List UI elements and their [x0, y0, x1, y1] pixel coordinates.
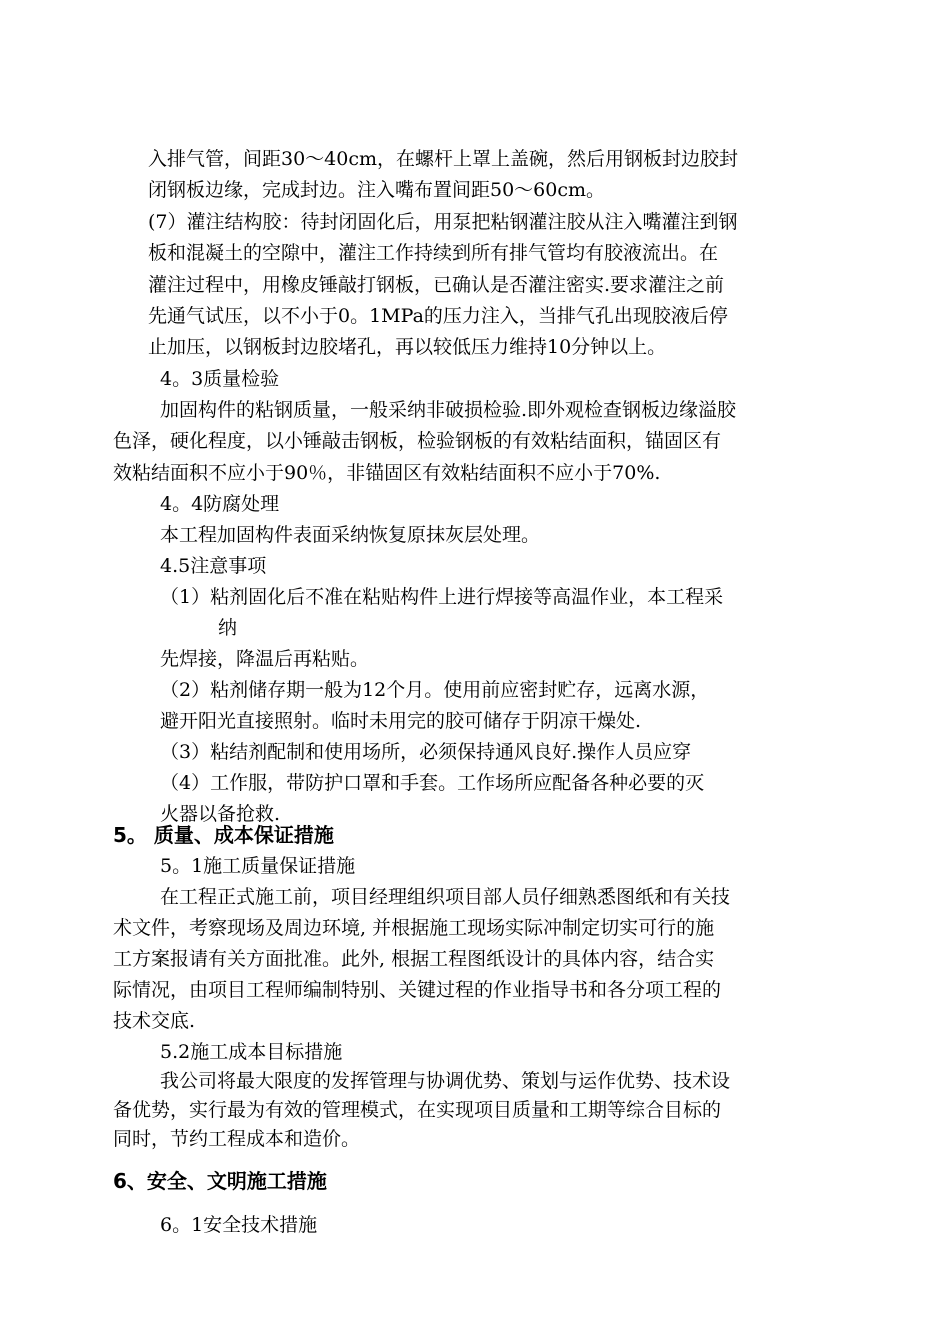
- text-line: 在工程正式施工前，项目经理组织项目部人员仔细熟悉图纸和有关技: [160, 886, 731, 908]
- text-line: 先通气试压，以不小于0。1MPa的压力注入，当排气孔出现胶液后停: [148, 305, 728, 327]
- text-line: 止加压，以钢板封边胶堵孔，再以较低压力维持10分钟以上。: [148, 336, 667, 358]
- text-line: 备优势，实行最为有效的管理模式，在实现项目质量和工期等综合目标的: [113, 1099, 722, 1121]
- list-item: （4）工作服，带防护口罩和手套。工作场所应配备各种必要的灭: [160, 772, 705, 794]
- text-line: 板和混凝土的空隙中，灌注工作持续到所有排气管均有胶液流出。在: [148, 242, 719, 264]
- subsection-heading: 4。4防腐处理: [160, 493, 280, 515]
- list-item: （2）粘剂储存期一般为12个月。使用前应密封贮存，远离水源，: [160, 679, 710, 701]
- text-line: 术文件，考察现场及周边环境, 并根据施工现场实际冲制定切实可行的施: [113, 917, 715, 939]
- list-item: （3）粘结剂配制和使用场所，必须保持通风良好.操作人员应穿: [160, 741, 692, 763]
- section-heading: 5。 质量、成本保证措施: [113, 823, 334, 847]
- subsection-heading: 4.5注意事项: [160, 555, 267, 577]
- text-line: 同时，节约工程成本和造价。: [113, 1128, 361, 1150]
- section-heading: 6、安全、文明施工措施: [113, 1169, 327, 1193]
- text-line: 入排气管，间距30～40cm，在螺杆上罩上盖碗，然后用钢板封边胶封: [148, 148, 739, 170]
- text-line: 加固构件的粘钢质量，一般采纳非破损检验.即外观检查钢板边缘溢胶: [160, 399, 737, 421]
- subsection-heading: 5.2施工成本目标措施: [160, 1041, 343, 1063]
- subsection-heading: 6。1安全技术措施: [160, 1214, 318, 1236]
- text-line: 我公司将最大限度的发挥管理与协调优势、策划与运作优势、技术设: [160, 1070, 731, 1092]
- text-line: 先焊接，降温后再粘贴。: [160, 648, 370, 670]
- text-line: 效粘结面积不应小于90％，非锚固区有效粘结面积不应小于70%.: [113, 462, 661, 484]
- text-line: 纳: [218, 617, 238, 639]
- list-item: （1）粘剂固化后不准在粘贴构件上进行焊接等高温作业，本工程采: [160, 586, 724, 608]
- text-line: 色泽，硬化程度，以小锤敲击钢板，检验钢板的有效粘结面积，锚固区有: [113, 430, 722, 452]
- text-line: 避开阳光直接照射。临时未用完的胶可储存于阴凉干燥处.: [160, 710, 642, 732]
- subsection-heading: 5。1施工质量保证措施: [160, 855, 356, 877]
- text-line: 本工程加固构件表面采纳恢复原抹灰层处理。: [160, 524, 541, 546]
- text-line: 闭钢板边缘，完成封边。注入嘴布置间距50～60cm。: [148, 179, 606, 201]
- text-line: 火器以备抢救.: [160, 803, 281, 825]
- text-line: (7）灌注结构胶：待封闭固化后，用泵把粘钢灌注胶从注入嘴灌注到钢: [148, 211, 738, 233]
- text-line: 技术交底.: [113, 1010, 196, 1032]
- text-line: 际情况，由项目工程师编制特别、关键过程的作业指导书和各分项工程的: [113, 979, 722, 1001]
- text-line: 灌注过程中，用橡皮锤敲打钢板，已确认是否灌注密实.要求灌注之前: [148, 274, 725, 296]
- text-line: 工方案报请有关方面批准。此外, 根据工程图纸设计的具体内容，结合实: [113, 948, 715, 970]
- subsection-heading: 4。3质量检验: [160, 368, 280, 390]
